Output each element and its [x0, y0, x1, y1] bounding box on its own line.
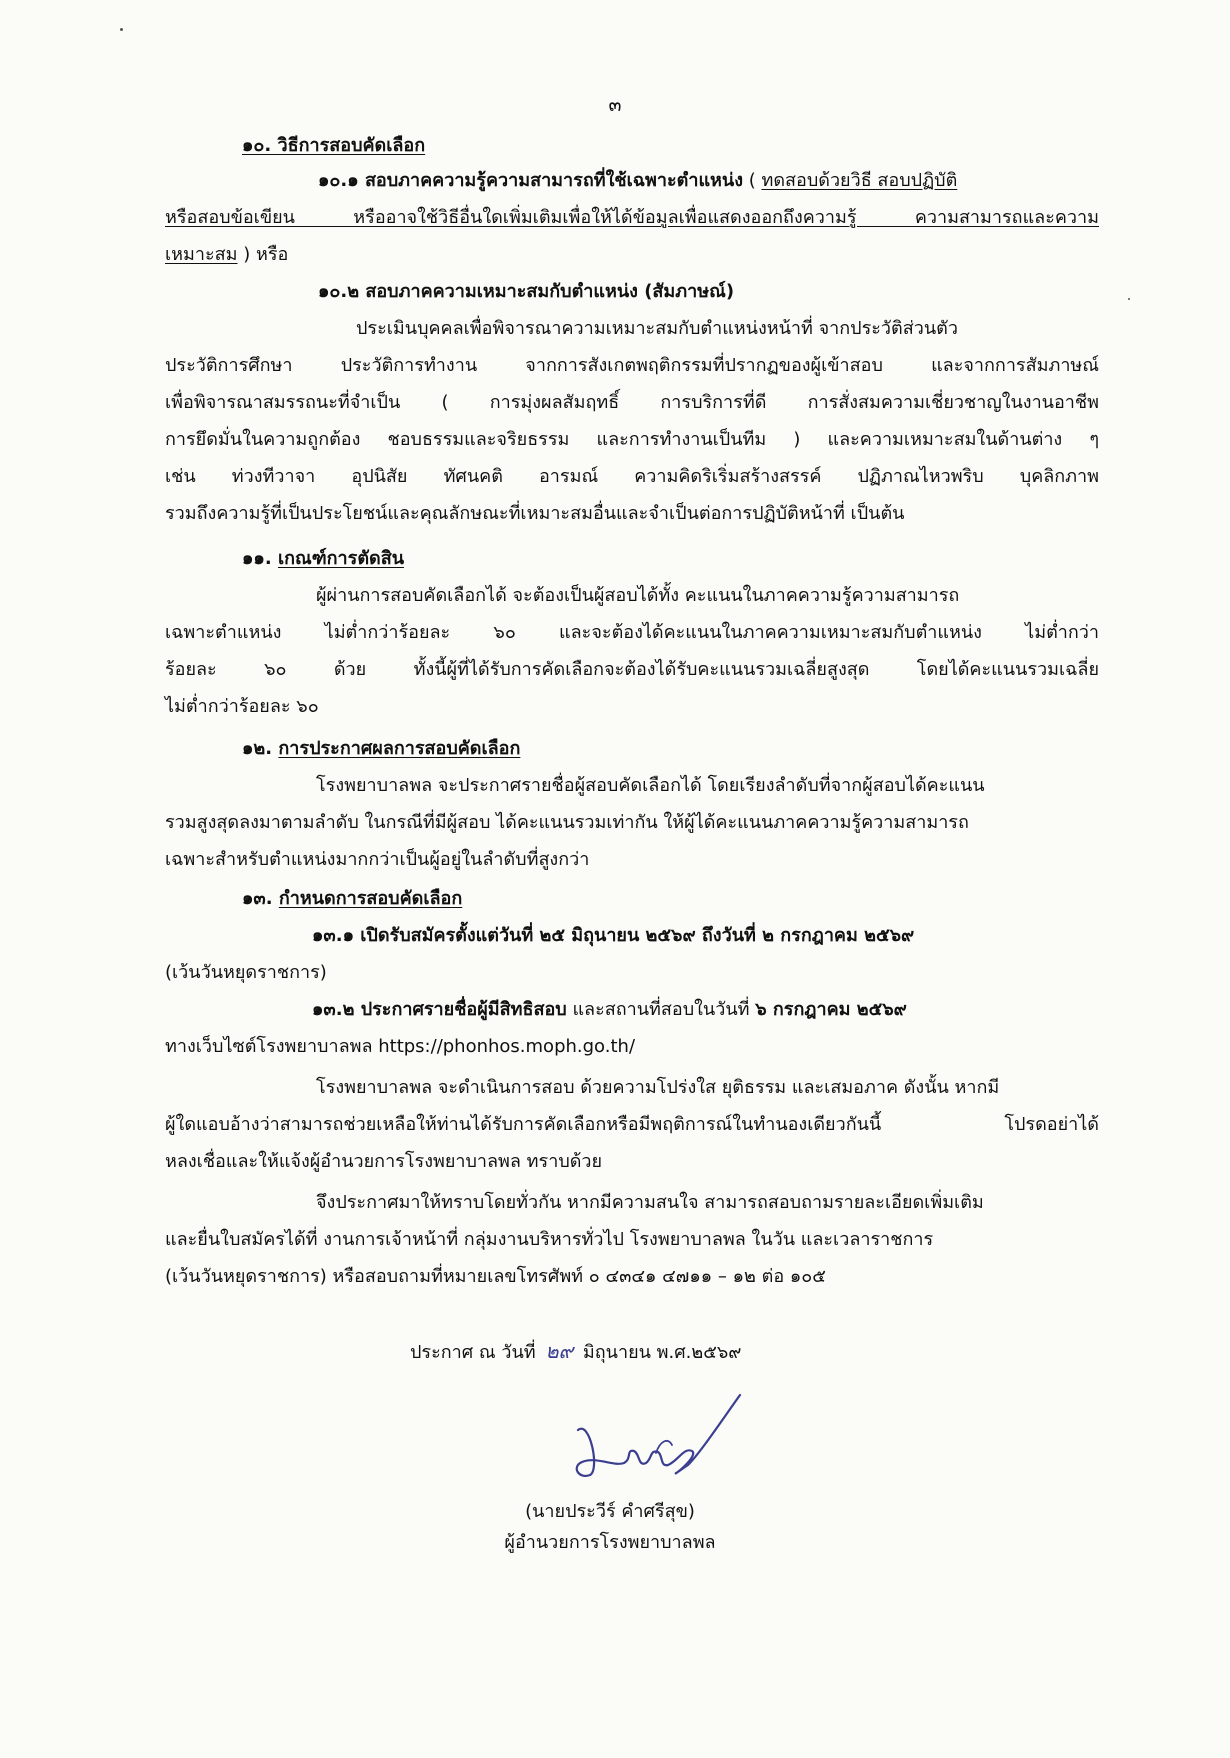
transparency-line: หลงเชื่อและให้แจ้งผู้อำนวยการโรงพยาบาลพล ทราบด้วย: [165, 1151, 603, 1172]
announcement-date: [410, 1340, 742, 1364]
section-10-1-line1: [318, 170, 957, 192]
closing-line: จึงประกาศมาให้ทราบโดยทั่วกัน หากมีความสนใจ สามารถสอบถามรายละเอียดเพิ่มเติม: [316, 1192, 984, 1213]
section-12-para-line: โรงพยาบาลพล จะประกาศรายชื่อผู้สอบคัดเลือกได้ โดยเรียงลำดับที่จากผู้สอบได้คะแนน: [316, 775, 985, 796]
section-10-2-para-line: เพื่อพิจารณาสมรรถนะที่จำเป็น ( การมุ่งผลสัมฤทธิ์ การบริการที่ดี การสั่งสมความเชี่ยวชาญในงานอาชีพ: [165, 392, 1099, 413]
website-line: ทางเว็บไซต์โรงพยาบาลพล https://phonhos.moph.go.th/: [165, 1036, 636, 1057]
section-10-2-para-line: เช่น ท่วงทีวาจา อุปนิสัย ทัศนคติ อารมณ์ ความคิดริเริ่มสร้างสรรค์ ปฏิภาณไหวพริบ บุคลิกภาพ: [165, 466, 1099, 487]
section-11-number: ๑๑.: [242, 548, 278, 569]
section-12-number: ๑๒.: [242, 738, 279, 759]
section-11-para-line: ผู้ผ่านการสอบคัดเลือกได้ จะต้องเป็นผู้สอบได้ทั้ง คะแนนในภาคความรู้ความสามารถ: [316, 585, 960, 606]
section-10-1-line3: [165, 244, 288, 266]
closing-line: (เว้นวันหยุดราชการ) หรือสอบถามที่หมายเลขโทรศัพท์ ๐ ๔๓๔๑ ๔๗๑๑ – ๑๒ ต่อ ๑๐๕: [165, 1266, 826, 1287]
method-text-1: ทดสอบด้วยวิธี สอบปฏิบัติ: [761, 170, 958, 191]
handwritten-signature: [560, 1375, 760, 1495]
method-text-3: เหมาะสม: [165, 244, 238, 265]
signer-name: (นายประวีร์ คำศรีสุข): [525, 1501, 695, 1522]
transparency-line: โรงพยาบาลพล จะดำเนินการสอบ ด้วยความโปร่งใส ยุติธรรม และเสมอภาค ดังนั้น หากมี: [316, 1077, 1000, 1098]
section-10-2-para-line: การยึดมั่นในความถูกต้อง ชอบธรรมและจริยธรรม และการทำงานเป็นทีม ) และความเหมาะสมในด้านต่าง ๆ: [165, 429, 1099, 450]
method-text-2: หรือสอบข้อเขียน หรืออาจใช้วิธีอื่นใดเพิ่มเติมเพื่อให้ได้ข้อมูลเพื่อแสดงออกถึงความรู้ ความสามารถและความ: [165, 207, 1099, 228]
handwritten-day: ๒๙: [545, 1339, 574, 1363]
signer-title: ผู้อำนวยการโรงพยาบาลพล: [504, 1532, 716, 1553]
section-13-title: กำหนดการสอบคัดเลือก: [278, 888, 463, 909]
section-13-2-date: ๖ กรกฎาคม ๒๕๖๙: [755, 999, 907, 1020]
section-11-heading: [242, 548, 404, 570]
transparency-line: ผู้ใดแอบอ้างว่าสามารถช่วยเหลือให้ท่านได้รับการคัดเลือกหรือมีพฤติการณ์ในทำนองเดียวกันนี้ โปรดอย่าได้: [165, 1114, 1099, 1135]
section-11-para-line: เฉพาะตำแหน่ง ไม่ต่ำกว่าร้อยละ ๖๐ และจะต้องได้คะแนนในภาคความเหมาะสมกับตำแหน่ง ไม่ต่ำกว่า: [165, 622, 1099, 643]
section-13-heading: [242, 888, 462, 910]
section-13-number: ๑๓.: [242, 888, 279, 909]
section-10-2-para-line: ประวัติการศึกษา ประวัติการทำงาน จากการสังเกตพฤติกรรมที่ปรากฏของผู้เข้าสอบ และจากการสัมภาษณ์: [165, 355, 1099, 376]
section-13-2-mid: และสถานที่สอบในวันที่: [566, 999, 756, 1020]
section-11-title: เกณฑ์การตัดสิน: [277, 548, 405, 569]
section-13-1-note: (เว้นวันหยุดราชการ): [165, 962, 327, 983]
section-10-2-para-line: ประเมินบุคคลเพื่อพิจารณาความเหมาะสมกับตำแหน่งหน้าที่ จากประวัติส่วนตัว: [356, 318, 958, 339]
scan-speck: [120, 28, 123, 31]
section-12-heading: [242, 738, 520, 760]
scan-speck: [1128, 298, 1130, 300]
section-11-para-line: ไม่ต่ำกว่าร้อยละ ๖๐: [165, 696, 319, 717]
section-10-heading: ๑๐. วิธีการสอบคัดเลือก: [242, 135, 426, 156]
paren-open: (: [743, 170, 762, 191]
section-11-para-line: ร้อยละ ๖๐ ด้วย ทั้งนี้ผู้ที่ได้รับการคัดเลือกจะต้องได้รับคะแนนรวมเฉลี่ยสูงสุด โดยได้คะแนนรวมเฉลี่ย: [165, 659, 1099, 680]
announcement-suffix: มิถุนายน พ.ศ.๒๕๖๙: [577, 1342, 742, 1363]
section-12-para-line: เฉพาะสำหรับตำแหน่งมากกว่าเป็นผู้อยู่ในลำดับที่สูงกว่า: [165, 849, 590, 870]
section-10-1-label: ๑๐.๑ สอบภาคความรู้ความสามารถที่ใช้เฉพาะตำแหน่ง: [318, 170, 744, 191]
section-10-2-para-line: รวมถึงความรู้ที่เป็นประโยชน์และคุณลักษณะที่เหมาะสมอื่นและจำเป็นต่อการปฏิบัติหน้าที่ เป็นต้น: [165, 503, 905, 524]
section-10-1-tail: ) หรือ: [237, 244, 289, 265]
section-13-2-line: [312, 999, 907, 1021]
page-number: ๓: [608, 94, 622, 116]
section-12-title: การประกาศผลการสอบคัดเลือก: [278, 738, 521, 759]
section-13-1-line: ๑๓.๑ เปิดรับสมัครตั้งแต่วันที่ ๒๕ มิถุนายน ๒๕๖๙ ถึงวันที่ ๒ กรกฎาคม ๒๕๖๙: [312, 925, 915, 946]
section-12-para-line: รวมสูงสุดลงมาตามลำดับ ในกรณีที่มีผู้สอบ ได้คะแนนรวมเท่ากัน ให้ผู้ได้คะแนนภาคความรู้ความสามารถ: [165, 812, 969, 833]
closing-line: และยื่นใบสมัครได้ที่ งานการเจ้าหน้าที่ กลุ่มงานบริหารทั่วไป โรงพยาบาลพล ในวัน และเวลาราชการ: [165, 1229, 934, 1250]
section-13-2-label: ๑๓.๒ ประกาศรายชื่อผู้มีสิทธิสอบ: [312, 999, 567, 1020]
announcement-prefix: ประกาศ ณ วันที่: [410, 1342, 542, 1363]
section-10-2-label: ๑๐.๒ สอบภาคความเหมาะสมกับตำแหน่ง (สัมภาษณ์): [318, 281, 735, 302]
